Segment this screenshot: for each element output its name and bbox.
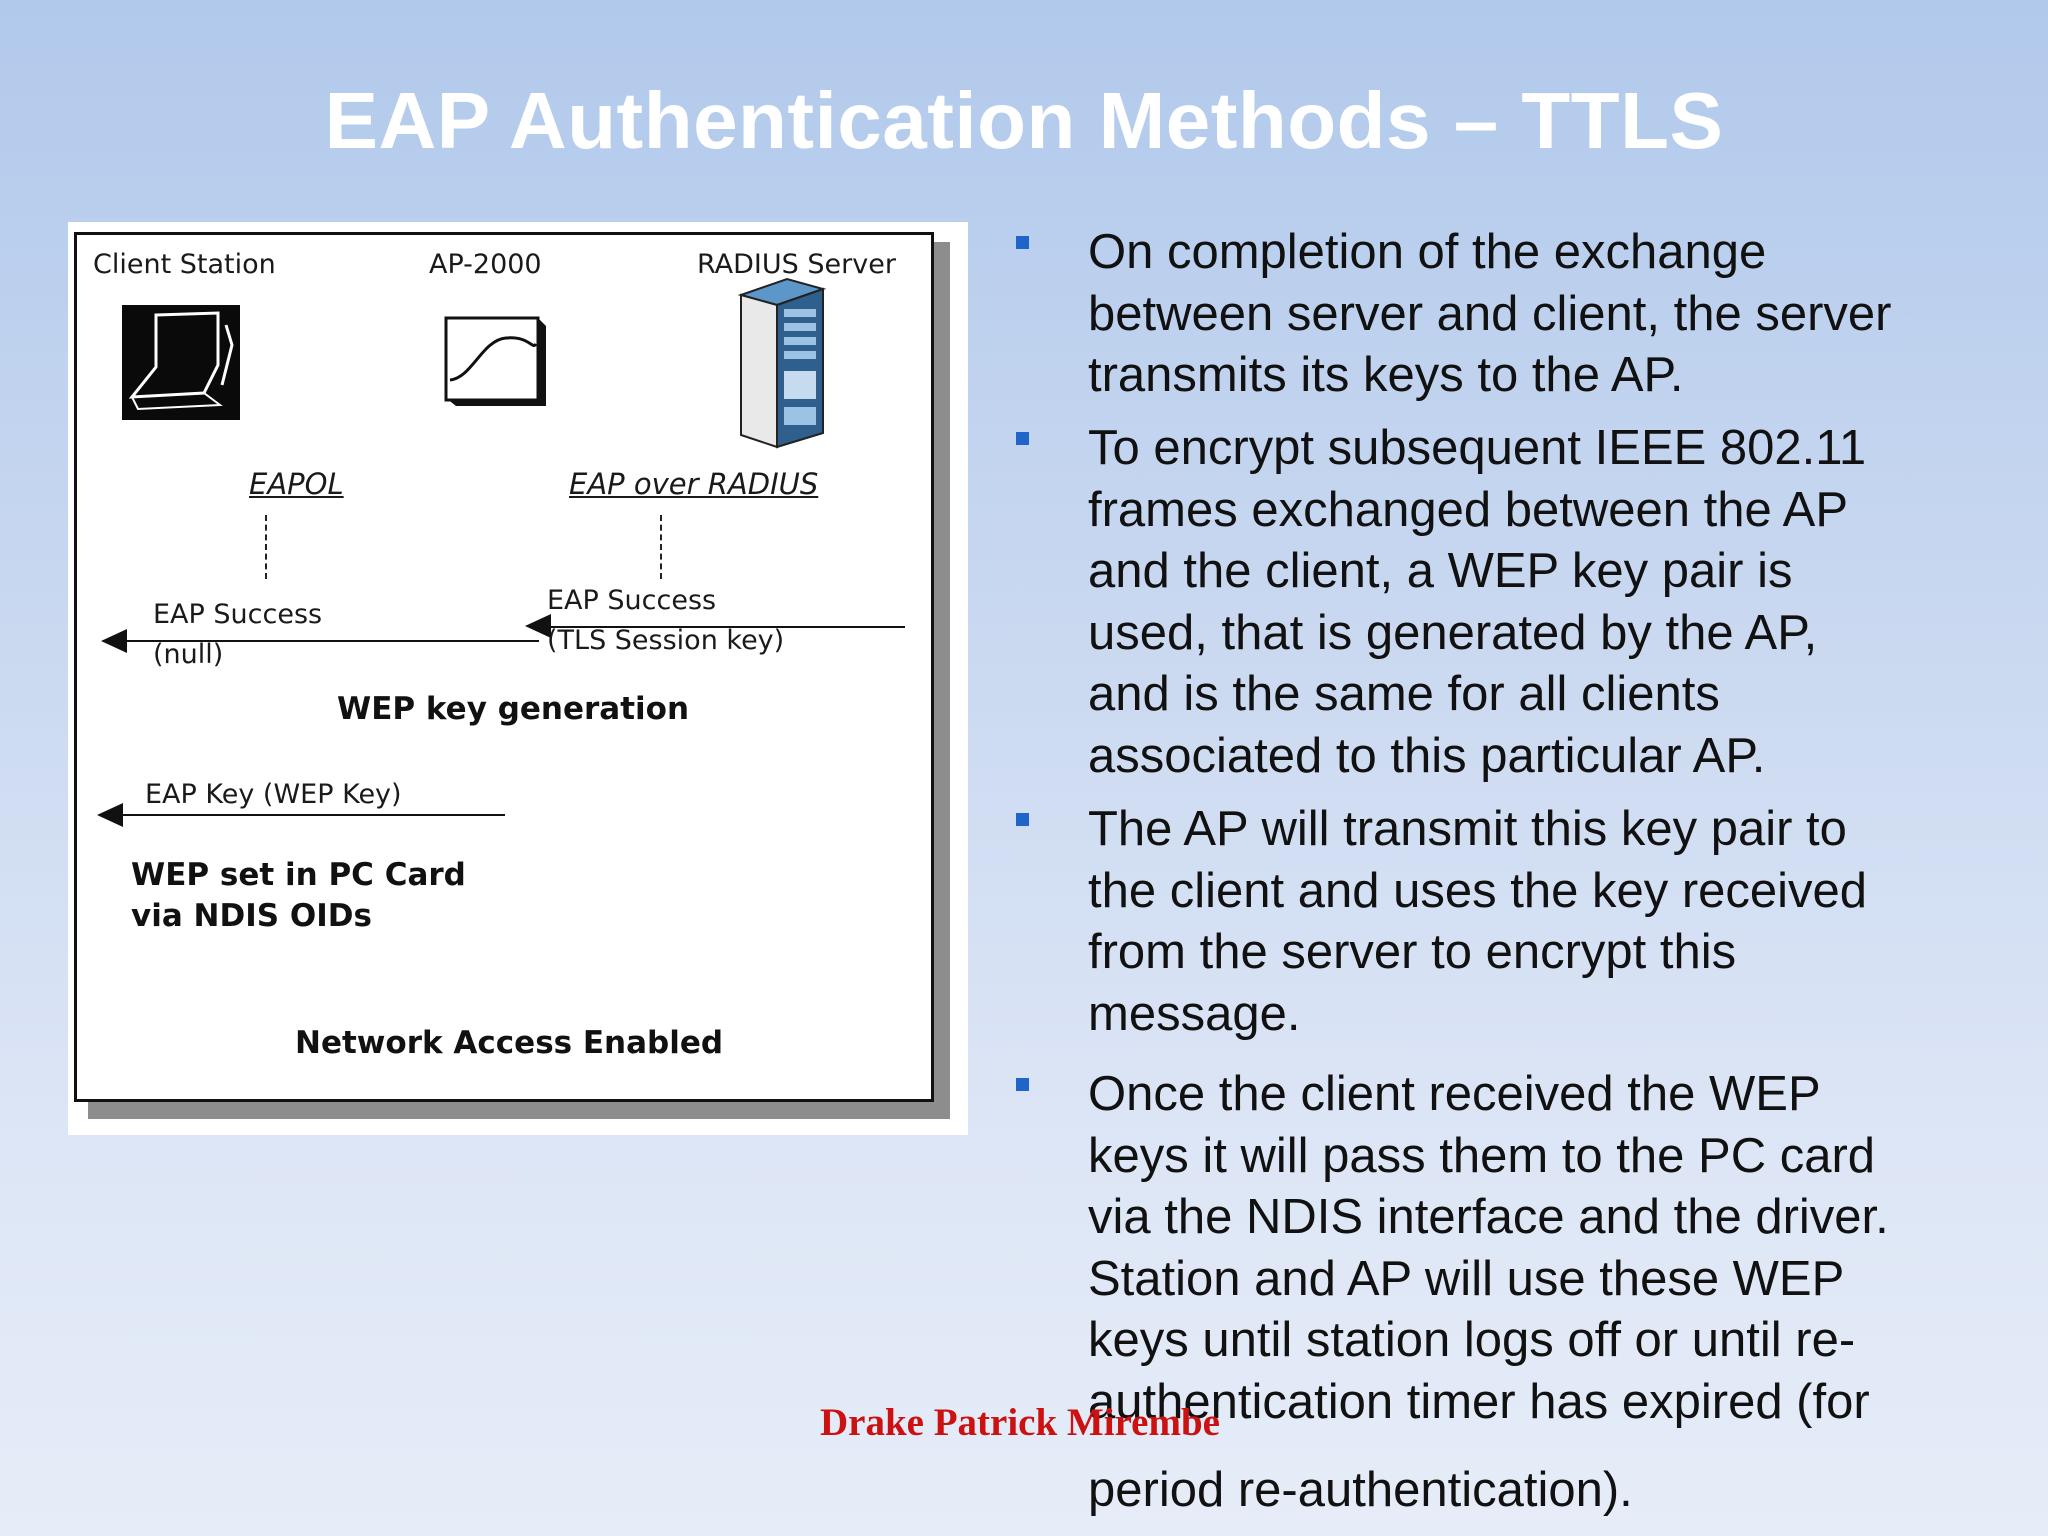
bullet-text: Once the client received the WEP keys it will pass them to the PC card via the NDIS interface and the driver. Station and AP will use these WEP keys until station logs off or until re- authentication timer has expired (for (1088, 1067, 1889, 1429)
tls-session-key-label: (TLS Session key) (547, 625, 785, 656)
eap-success-left-arrow-line (107, 640, 539, 642)
arrow-left-icon (97, 803, 123, 827)
slide-title: EAP Authentication Methods – TTLS (324, 76, 1724, 165)
ttls-diagram (68, 222, 968, 1135)
bullet-square-icon (1016, 813, 1029, 826)
bullet-square-icon (1016, 236, 1029, 249)
bullet-text: The AP will transmit this key pair to the client and uses the key received from the server to encrypt this message. (1088, 802, 1868, 1041)
diagram-frame (74, 232, 934, 1102)
eap-success-right-arrow-line (547, 626, 905, 628)
client-station-label: Client Station (93, 249, 276, 280)
eap-over-radius-label: EAP over RADIUS (569, 467, 819, 501)
arrow-left-icon (525, 614, 551, 638)
laptop-icon (122, 305, 240, 420)
server-rack-icon (737, 275, 827, 450)
radius-server-label: RADIUS Server (697, 249, 896, 280)
bullet-square-icon (1016, 1078, 1029, 1091)
author-footer: Drake Patrick Mirembe (820, 1401, 1220, 1444)
wep-key-generation-label: WEP key generation (337, 691, 690, 727)
null-label: (null) (153, 639, 224, 670)
radius-dashed-line (660, 515, 662, 579)
ap-label: AP-2000 (429, 249, 542, 280)
eapol-dashed-line (265, 515, 267, 579)
bullet-text: To encrypt subsequent IEEE 802.11 frames exchanged between the AP and the client, a WEP key pair is used, that is generated by the AP, and is the same for all clients associated to this particular AP. (1088, 421, 1867, 783)
eap-success-left-label: EAP Success (153, 599, 323, 630)
eap-success-right-label: EAP Success (547, 585, 717, 616)
bullet-text: On completion of the exchange between server and client, the server transmits its keys to the AP. (1088, 225, 1892, 402)
arrow-left-icon (101, 629, 127, 653)
network-access-label: Network Access Enabled (295, 1025, 724, 1061)
bullet-text: period re-authentication). (1088, 1463, 1633, 1517)
eapol-label: EAPOL (249, 467, 344, 501)
access-point-icon (442, 310, 552, 410)
eap-key-label: EAP Key (WEP Key) (145, 779, 402, 810)
bullet-square-icon (1016, 432, 1029, 445)
wep-set-label: WEP set in PC Card via NDIS OIDs (131, 857, 466, 934)
eap-key-arrow-line (103, 814, 505, 816)
